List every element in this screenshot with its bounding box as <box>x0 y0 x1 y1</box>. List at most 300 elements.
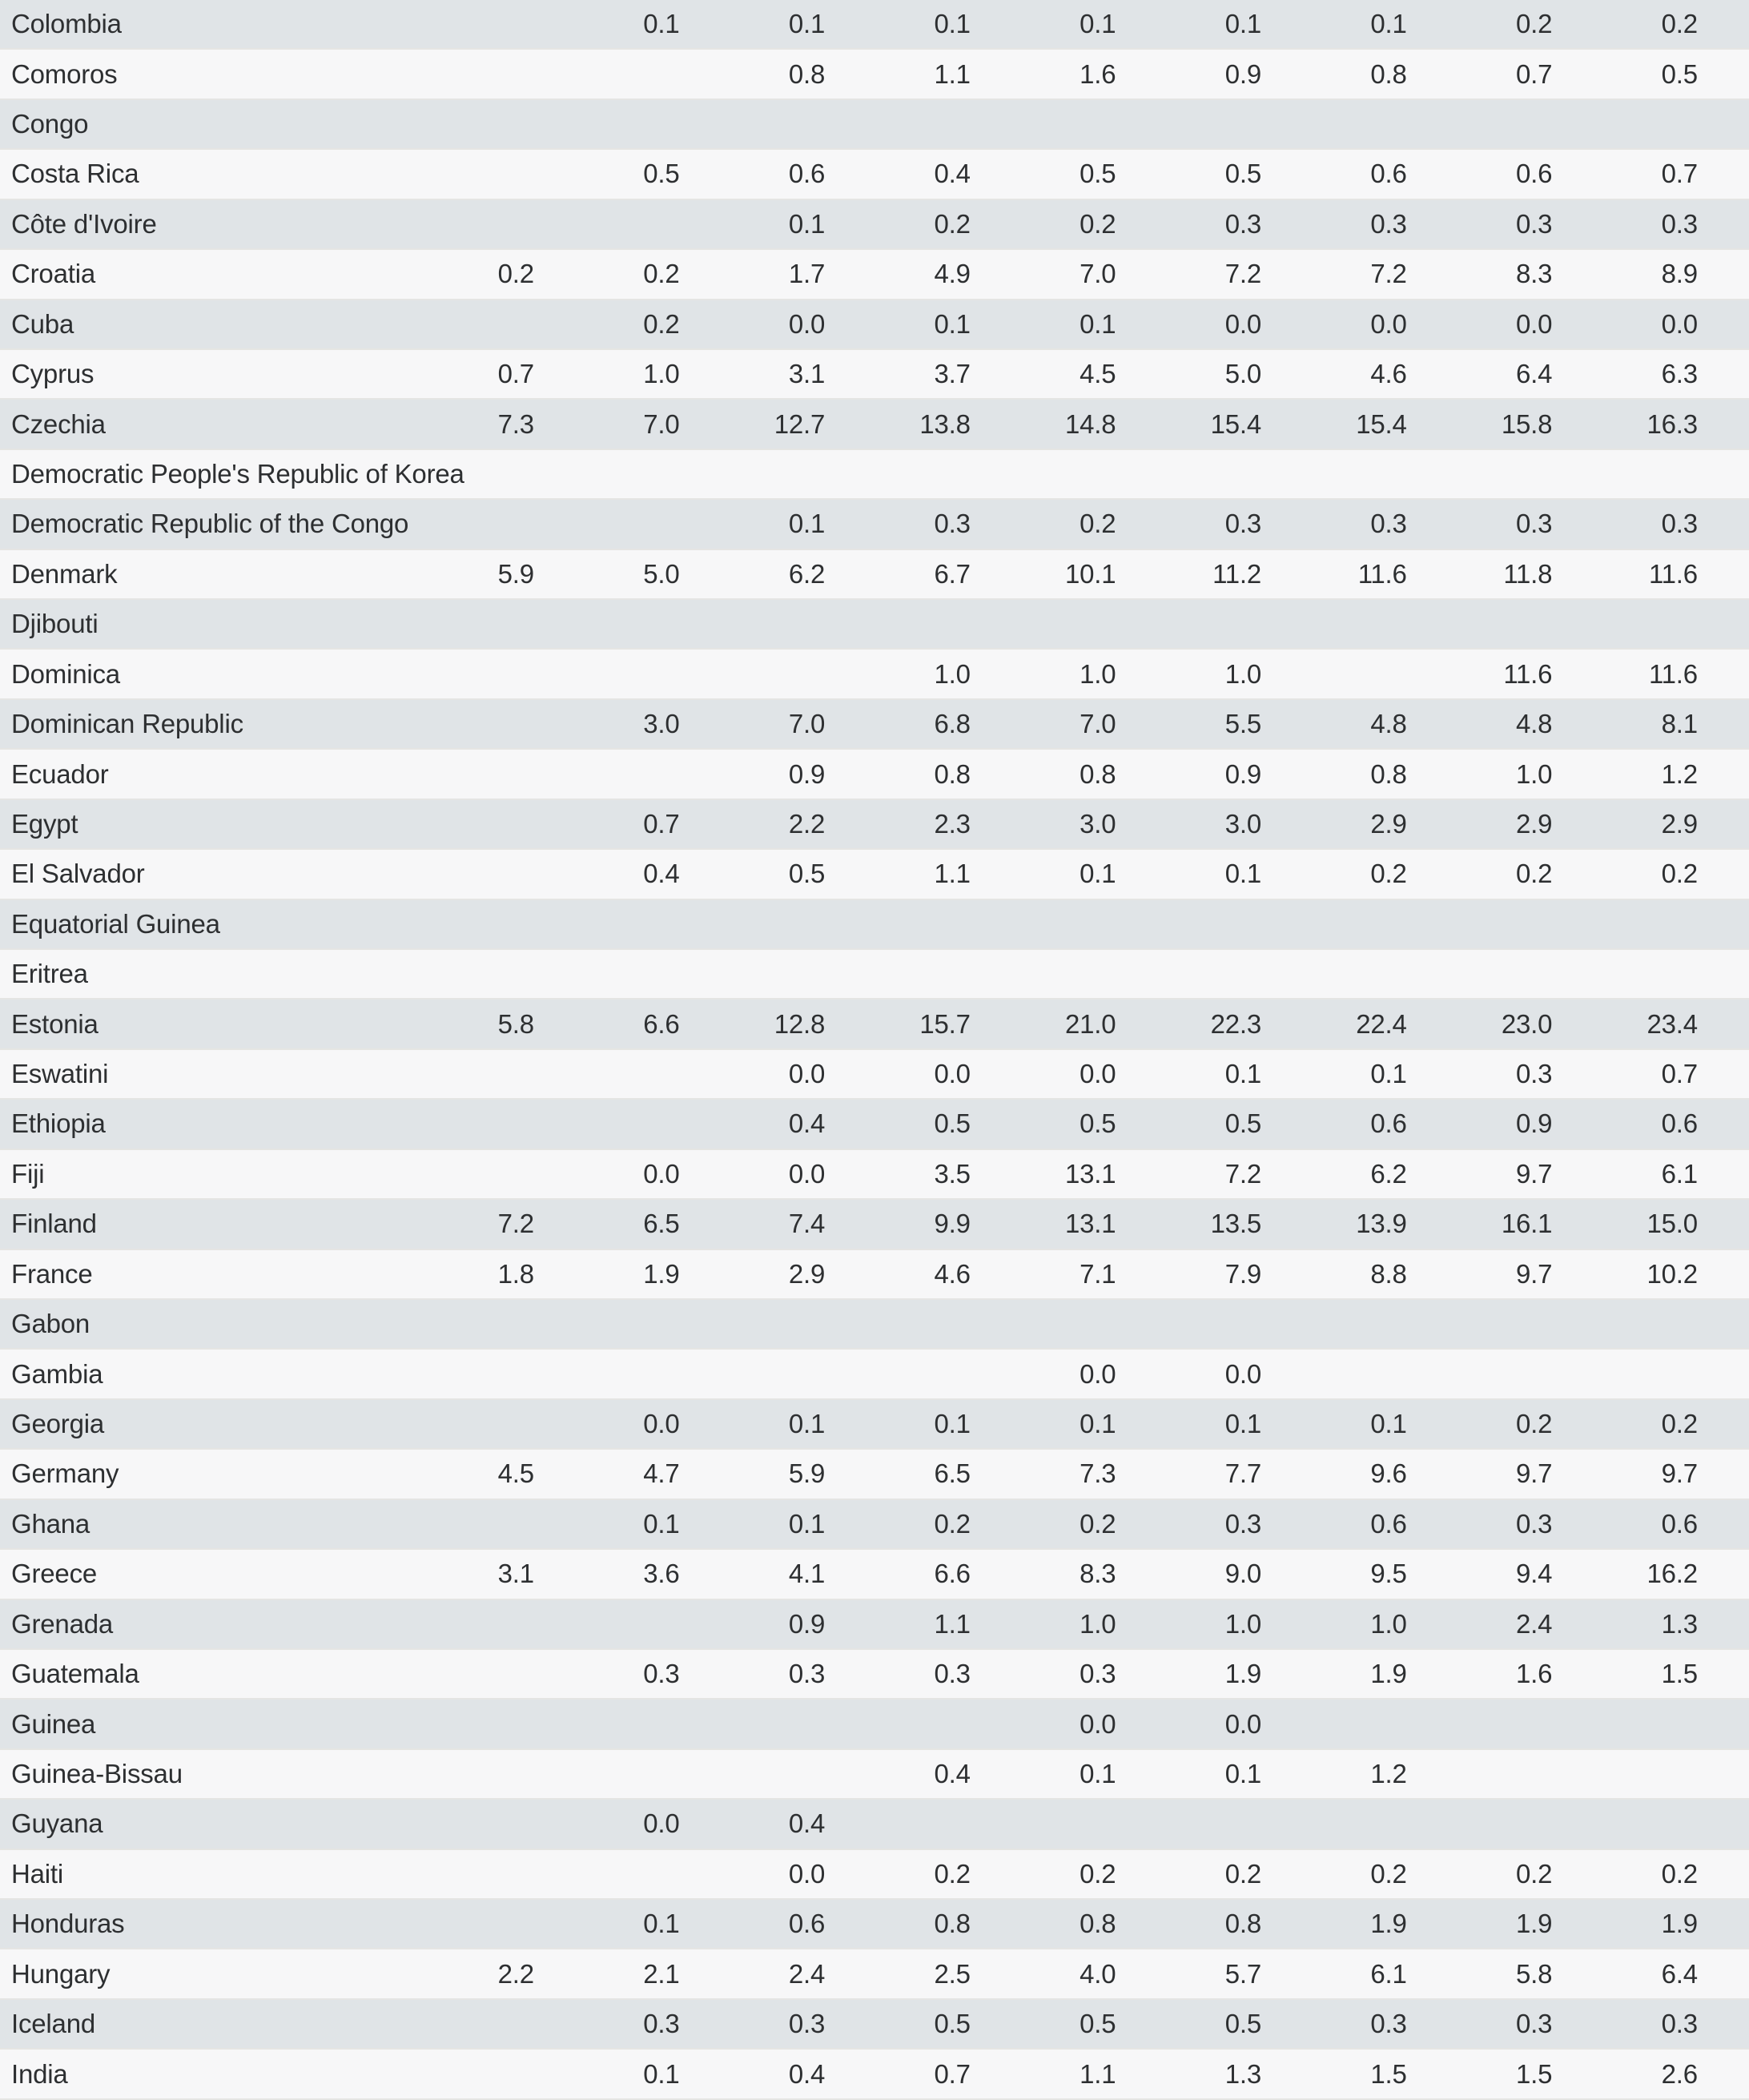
value-cell: 2.4 <box>788 1958 826 1989</box>
value-cell: 0.2 <box>1080 1858 1116 1889</box>
table-row <box>0 1500 1749 1550</box>
value-cell: 0.2 <box>1080 509 1116 539</box>
value-cell: 7.0 <box>1080 709 1116 739</box>
country-name: Gabon <box>11 1309 90 1339</box>
value-cell: 0.4 <box>788 2058 826 2089</box>
value-cell: 9.7 <box>1516 1258 1553 1289</box>
country-name: Côte d'Ivoire <box>11 208 157 239</box>
table-row <box>0 450 1749 500</box>
value-cell: 0.2 <box>1516 1409 1553 1439</box>
country-name: Fiji <box>11 1158 45 1189</box>
value-cell: 6.3 <box>1661 359 1698 389</box>
value-cell: 13.9 <box>1356 1209 1407 1239</box>
value-cell: 0.1 <box>934 308 971 339</box>
value-cell: 1.0 <box>1224 1608 1262 1639</box>
table-row <box>0 650 1749 699</box>
country-name: Denmark <box>11 558 118 589</box>
table-row <box>0 350 1749 400</box>
value-cell: 11.6 <box>1648 658 1698 689</box>
value-cell: 0.0 <box>643 1409 680 1439</box>
value-cell: 11.6 <box>1648 558 1698 589</box>
value-cell: 0.1 <box>643 2058 680 2089</box>
value-cell: 12.8 <box>774 1008 826 1039</box>
table-row <box>0 1750 1749 1800</box>
value-cell: 15.7 <box>919 1008 971 1039</box>
value-cell: 0.1 <box>643 9 680 39</box>
value-cell: 0.0 <box>1516 308 1553 339</box>
country-name: Colombia <box>11 9 122 39</box>
value-cell: 4.6 <box>934 1258 971 1289</box>
table-row <box>0 2000 1749 2050</box>
value-cell: 8.8 <box>1370 1258 1407 1289</box>
value-cell: 1.0 <box>1080 1608 1116 1639</box>
country-name: Equatorial Guinea <box>11 908 220 939</box>
value-cell: 0.2 <box>1516 859 1553 889</box>
value-cell: 0.1 <box>1370 1059 1407 1089</box>
value-cell: 5.7 <box>1224 1958 1262 1989</box>
table-row <box>0 1300 1749 1350</box>
value-cell: 9.7 <box>1516 1458 1553 1489</box>
value-cell: 0.6 <box>788 1909 826 1939</box>
table-row <box>0 2050 1749 2099</box>
value-cell: 16.3 <box>1646 408 1698 439</box>
value-cell: 9.7 <box>1516 1158 1553 1189</box>
value-cell: 0.2 <box>1080 208 1116 239</box>
value-cell: 0.1 <box>643 1909 680 1939</box>
value-cell: 0.0 <box>1370 308 1407 339</box>
value-cell: 7.0 <box>788 709 826 739</box>
value-cell: 6.7 <box>934 558 971 589</box>
value-cell: 0.8 <box>1224 1909 1262 1939</box>
value-cell: 15.4 <box>1210 408 1262 439</box>
value-cell: 1.5 <box>1370 2058 1407 2089</box>
value-cell: 1.2 <box>1661 758 1698 789</box>
value-cell: 7.2 <box>1370 259 1407 289</box>
country-name: Haiti <box>11 1858 64 1889</box>
value-cell: 10.2 <box>1646 1258 1698 1289</box>
value-cell: 1.2 <box>1370 1758 1407 1788</box>
value-cell: 0.8 <box>1080 758 1116 789</box>
value-cell: 1.9 <box>1370 1659 1407 1689</box>
value-cell: 0.1 <box>934 9 971 39</box>
value-cell: 3.1 <box>497 1559 534 1589</box>
table-row <box>0 550 1749 600</box>
value-cell: 0.5 <box>788 859 826 889</box>
table-row <box>0 1949 1749 1999</box>
value-cell: 0.2 <box>1370 859 1407 889</box>
value-cell: 1.8 <box>497 1258 534 1289</box>
value-cell: 13.1 <box>1064 1158 1116 1189</box>
table-row <box>0 1700 1749 1749</box>
country-name: Congo <box>11 109 89 139</box>
country-name: France <box>11 1258 93 1289</box>
value-cell: 0.3 <box>934 1659 971 1689</box>
value-cell: 1.3 <box>1661 1608 1698 1639</box>
table-row <box>0 1100 1749 1149</box>
value-cell: 7.3 <box>1080 1458 1116 1489</box>
value-cell: 3.0 <box>1224 808 1262 839</box>
table-row <box>0 100 1749 150</box>
value-cell: 2.2 <box>497 1958 534 1989</box>
value-cell: 7.4 <box>788 1209 826 1239</box>
value-cell: 0.3 <box>1661 509 1698 539</box>
value-cell: 0.4 <box>788 1108 826 1139</box>
value-cell: 0.3 <box>643 2009 680 2039</box>
value-cell: 14.8 <box>1064 408 1116 439</box>
value-cell: 0.9 <box>1516 1108 1553 1139</box>
value-cell: 1.0 <box>1370 1608 1407 1639</box>
table-row <box>0 1900 1749 1949</box>
value-cell: 0.5 <box>934 1108 971 1139</box>
value-cell: 0.1 <box>934 1409 971 1439</box>
value-cell: 1.1 <box>934 58 971 89</box>
table-row <box>0 1650 1749 1700</box>
value-cell: 0.3 <box>1661 2009 1698 2039</box>
value-cell: 0.5 <box>1661 58 1698 89</box>
value-cell: 0.0 <box>934 1059 971 1089</box>
value-cell: 0.2 <box>1661 9 1698 39</box>
value-cell: 0.3 <box>1080 1659 1116 1689</box>
value-cell: 0.6 <box>1661 1108 1698 1139</box>
value-cell: 3.5 <box>934 1158 971 1189</box>
table-row <box>0 1150 1749 1200</box>
value-cell: 0.1 <box>1224 1409 1262 1439</box>
table-row <box>0 1250 1749 1300</box>
country-name: Greece <box>11 1559 98 1589</box>
value-cell: 15.0 <box>1646 1209 1698 1239</box>
value-cell: 1.7 <box>788 259 826 289</box>
table-row <box>0 1400 1749 1450</box>
value-cell: 0.2 <box>1661 1858 1698 1889</box>
value-cell: 0.0 <box>1224 308 1262 339</box>
value-cell: 2.9 <box>1661 808 1698 839</box>
value-cell: 0.5 <box>643 159 680 189</box>
value-cell: 0.1 <box>1224 859 1262 889</box>
table-row <box>0 750 1749 799</box>
value-cell: 2.1 <box>643 1958 680 1989</box>
value-cell: 0.4 <box>788 1808 826 1839</box>
value-cell: 0.1 <box>1370 9 1407 39</box>
country-name: Georgia <box>11 1409 105 1439</box>
value-cell: 15.4 <box>1356 408 1407 439</box>
value-cell: 0.0 <box>788 1858 826 1889</box>
table-row <box>0 850 1749 899</box>
value-cell: 0.2 <box>643 308 680 339</box>
value-cell: 7.3 <box>497 408 534 439</box>
country-name: Egypt <box>11 808 78 839</box>
table-row <box>0 1200 1749 1249</box>
value-cell: 6.5 <box>643 1209 680 1239</box>
table-row <box>0 1850 1749 1900</box>
country-name: Dominican Republic <box>11 709 243 739</box>
value-cell: 0.3 <box>788 1659 826 1689</box>
value-cell: 4.5 <box>497 1458 534 1489</box>
value-cell: 9.0 <box>1224 1559 1262 1589</box>
value-cell: 11.6 <box>1357 558 1407 589</box>
value-cell: 0.3 <box>1370 208 1407 239</box>
value-cell: 7.2 <box>1224 259 1262 289</box>
table-row <box>0 1800 1749 1849</box>
value-cell: 3.0 <box>1080 808 1116 839</box>
value-cell: 11.2 <box>1212 558 1262 589</box>
value-cell: 0.4 <box>934 159 971 189</box>
value-cell: 0.0 <box>1080 1708 1116 1739</box>
value-cell: 0.6 <box>1516 159 1553 189</box>
value-cell: 11.6 <box>1503 658 1553 689</box>
value-cell: 1.0 <box>643 359 680 389</box>
value-cell: 1.0 <box>1224 658 1262 689</box>
value-cell: 0.6 <box>788 159 826 189</box>
value-cell: 5.0 <box>643 558 680 589</box>
value-cell: 9.4 <box>1516 1559 1553 1589</box>
value-cell: 23.4 <box>1646 1008 1698 1039</box>
value-cell: 0.5 <box>1080 1108 1116 1139</box>
value-cell: 7.0 <box>1080 259 1116 289</box>
value-cell: 0.7 <box>497 359 534 389</box>
country-name: Estonia <box>11 1008 99 1039</box>
value-cell: 0.0 <box>1224 1358 1262 1389</box>
value-cell: 0.6 <box>1370 1108 1407 1139</box>
value-cell: 9.5 <box>1370 1559 1407 1589</box>
value-cell: 6.5 <box>934 1458 971 1489</box>
value-cell: 0.1 <box>1080 859 1116 889</box>
value-cell: 0.3 <box>1516 1508 1553 1539</box>
value-cell: 6.4 <box>1661 1958 1698 1989</box>
value-cell: 0.8 <box>934 1909 971 1939</box>
value-cell: 0.7 <box>1661 1059 1698 1089</box>
country-name: Croatia <box>11 259 95 289</box>
table-row <box>0 950 1749 1000</box>
value-cell: 4.8 <box>1370 709 1407 739</box>
value-cell: 0.2 <box>497 259 534 289</box>
value-cell: 0.9 <box>1224 758 1262 789</box>
country-name: Djibouti <box>11 609 99 639</box>
country-name: Guinea <box>11 1708 96 1739</box>
value-cell: 2.9 <box>1516 808 1553 839</box>
value-cell: 22.3 <box>1210 1008 1262 1039</box>
value-cell: 4.0 <box>1080 1958 1116 1989</box>
value-cell: 0.1 <box>1080 308 1116 339</box>
value-cell: 5.9 <box>497 558 534 589</box>
country-name: Finland <box>11 1209 97 1239</box>
value-cell: 1.9 <box>1370 1909 1407 1939</box>
value-cell: 1.5 <box>1516 2058 1553 2089</box>
value-cell: 6.4 <box>1516 359 1553 389</box>
value-cell: 0.8 <box>1370 58 1407 89</box>
value-cell: 6.1 <box>1661 1158 1698 1189</box>
value-cell: 0.5 <box>1224 159 1262 189</box>
value-cell: 0.3 <box>1661 208 1698 239</box>
value-cell: 0.9 <box>788 1608 826 1639</box>
table-row <box>0 600 1749 650</box>
value-cell: 6.2 <box>788 558 826 589</box>
table-row <box>0 1450 1749 1499</box>
value-cell: 0.3 <box>1224 509 1262 539</box>
value-cell: 0.1 <box>1224 9 1262 39</box>
value-cell: 1.6 <box>1080 58 1116 89</box>
value-cell: 0.4 <box>934 1758 971 1788</box>
table-row <box>0 50 1749 99</box>
value-cell: 6.2 <box>1370 1158 1407 1189</box>
country-name: Iceland <box>11 2009 96 2039</box>
value-cell: 7.7 <box>1224 1458 1262 1489</box>
country-name: Ecuador <box>11 758 109 789</box>
value-cell: 0.0 <box>788 1059 826 1089</box>
value-cell: 4.6 <box>1370 359 1407 389</box>
country-name: Cyprus <box>11 359 94 389</box>
value-cell: 7.0 <box>643 408 680 439</box>
value-cell: 0.8 <box>1370 758 1407 789</box>
value-cell: 1.3 <box>1224 2058 1262 2089</box>
value-cell: 1.1 <box>934 1608 971 1639</box>
value-cell: 0.3 <box>643 1659 680 1689</box>
table-row <box>0 700 1749 750</box>
value-cell: 0.5 <box>934 2009 971 2039</box>
value-cell: 0.2 <box>934 1508 971 1539</box>
value-cell: 1.9 <box>1661 1909 1698 1939</box>
value-cell: 0.0 <box>643 1808 680 1839</box>
table-row <box>0 500 1749 549</box>
value-cell: 0.2 <box>1370 1858 1407 1889</box>
value-cell: 0.1 <box>643 1508 680 1539</box>
value-cell: 1.9 <box>1224 1659 1262 1689</box>
country-name: Hungary <box>11 1958 111 1989</box>
country-name: Costa Rica <box>11 159 139 189</box>
value-cell: 1.0 <box>1516 758 1553 789</box>
value-cell: 13.1 <box>1064 1209 1116 1239</box>
value-cell: 1.1 <box>934 859 971 889</box>
value-cell: 0.1 <box>788 208 826 239</box>
value-cell: 7.2 <box>497 1209 534 1239</box>
value-cell: 2.4 <box>1516 1608 1553 1639</box>
value-cell: 5.9 <box>788 1458 826 1489</box>
value-cell: 0.5 <box>1224 2009 1262 2039</box>
country-name: Democratic Republic of the Congo <box>11 509 409 539</box>
value-cell: 7.2 <box>1224 1158 1262 1189</box>
value-cell: 0.2 <box>1224 1858 1262 1889</box>
value-cell: 4.1 <box>788 1559 826 1589</box>
value-cell: 0.2 <box>1516 1858 1553 1889</box>
country-name: Cuba <box>11 308 74 339</box>
value-cell: 8.3 <box>1516 259 1553 289</box>
value-cell: 0.0 <box>1080 1059 1116 1089</box>
value-cell: 23.0 <box>1501 1008 1553 1039</box>
value-cell: 13.8 <box>919 408 971 439</box>
value-cell: 0.7 <box>643 808 680 839</box>
value-cell: 4.7 <box>643 1458 680 1489</box>
value-cell: 7.9 <box>1224 1258 1262 1289</box>
value-cell: 5.5 <box>1224 709 1262 739</box>
table-row <box>0 900 1749 950</box>
value-cell: 0.5 <box>1080 2009 1116 2039</box>
value-cell: 0.5 <box>1224 1108 1262 1139</box>
value-cell: 0.8 <box>1080 1909 1116 1939</box>
value-cell: 16.2 <box>1646 1559 1698 1589</box>
value-cell: 1.9 <box>1516 1909 1553 1939</box>
value-cell: 1.1 <box>1080 2058 1116 2089</box>
value-cell: 0.6 <box>1661 1508 1698 1539</box>
value-cell: 0.3 <box>1370 509 1407 539</box>
value-cell: 0.2 <box>1661 1409 1698 1439</box>
value-cell: 0.6 <box>1370 159 1407 189</box>
value-cell: 6.1 <box>1370 1958 1407 1989</box>
value-cell: 9.9 <box>934 1209 971 1239</box>
table-row <box>0 0 1749 50</box>
table-row <box>0 300 1749 350</box>
country-name: Guatemala <box>11 1659 139 1689</box>
value-cell: 0.2 <box>934 208 971 239</box>
table-row <box>0 200 1749 250</box>
country-name: El Salvador <box>11 859 145 889</box>
value-cell: 7.1 <box>1080 1258 1116 1289</box>
value-cell: 0.0 <box>788 308 826 339</box>
value-cell: 16.1 <box>1501 1209 1553 1239</box>
value-cell: 0.7 <box>1661 159 1698 189</box>
value-cell: 9.6 <box>1370 1458 1407 1489</box>
value-cell: 0.0 <box>1080 1358 1116 1389</box>
country-name: Democratic People's Republic of Korea <box>11 459 464 489</box>
country-name: Eritrea <box>11 959 88 989</box>
value-cell: 0.2 <box>1516 9 1553 39</box>
value-cell: 0.9 <box>788 758 826 789</box>
value-cell: 4.5 <box>1080 359 1116 389</box>
value-cell: 0.2 <box>1080 1508 1116 1539</box>
value-cell: 0.1 <box>788 1508 826 1539</box>
table-row <box>0 800 1749 850</box>
value-cell: 0.5 <box>1080 159 1116 189</box>
value-cell: 0.0 <box>643 1158 680 1189</box>
value-cell: 0.3 <box>1516 208 1553 239</box>
value-cell: 5.0 <box>1224 359 1262 389</box>
table-row <box>0 1350 1749 1399</box>
value-cell: 21.0 <box>1064 1008 1116 1039</box>
value-cell: 11.8 <box>1503 558 1553 589</box>
value-cell: 0.1 <box>1224 1758 1262 1788</box>
value-cell: 13.5 <box>1210 1209 1262 1239</box>
country-name: Germany <box>11 1458 119 1489</box>
value-cell: 0.3 <box>1516 2009 1553 2039</box>
value-cell: 1.0 <box>934 658 971 689</box>
value-cell: 5.8 <box>1516 1958 1553 1989</box>
country-name: Comoros <box>11 58 118 89</box>
value-cell: 3.0 <box>643 709 680 739</box>
table-row <box>0 150 1749 199</box>
value-cell: 8.9 <box>1661 259 1698 289</box>
value-cell: 0.6 <box>1370 1508 1407 1539</box>
country-name: Ghana <box>11 1508 90 1539</box>
value-cell: 0.2 <box>1661 859 1698 889</box>
country-name: Eswatini <box>11 1059 109 1089</box>
table-row <box>0 250 1749 300</box>
value-cell: 9.7 <box>1661 1458 1698 1489</box>
value-cell: 3.1 <box>788 359 826 389</box>
table-row <box>0 1000 1749 1049</box>
value-cell: 0.3 <box>934 509 971 539</box>
value-cell: 0.9 <box>1224 58 1262 89</box>
country-name: Dominica <box>11 658 120 689</box>
value-cell: 0.7 <box>934 2058 971 2089</box>
value-cell: 0.2 <box>643 259 680 289</box>
value-cell: 22.4 <box>1356 1008 1407 1039</box>
value-cell: 2.2 <box>788 808 826 839</box>
value-cell: 0.1 <box>788 9 826 39</box>
value-cell: 2.3 <box>934 808 971 839</box>
value-cell: 1.6 <box>1516 1659 1553 1689</box>
country-name: Gambia <box>11 1358 103 1389</box>
value-cell: 8.1 <box>1661 709 1698 739</box>
value-cell: 0.8 <box>788 58 826 89</box>
value-cell: 6.6 <box>643 1008 680 1039</box>
